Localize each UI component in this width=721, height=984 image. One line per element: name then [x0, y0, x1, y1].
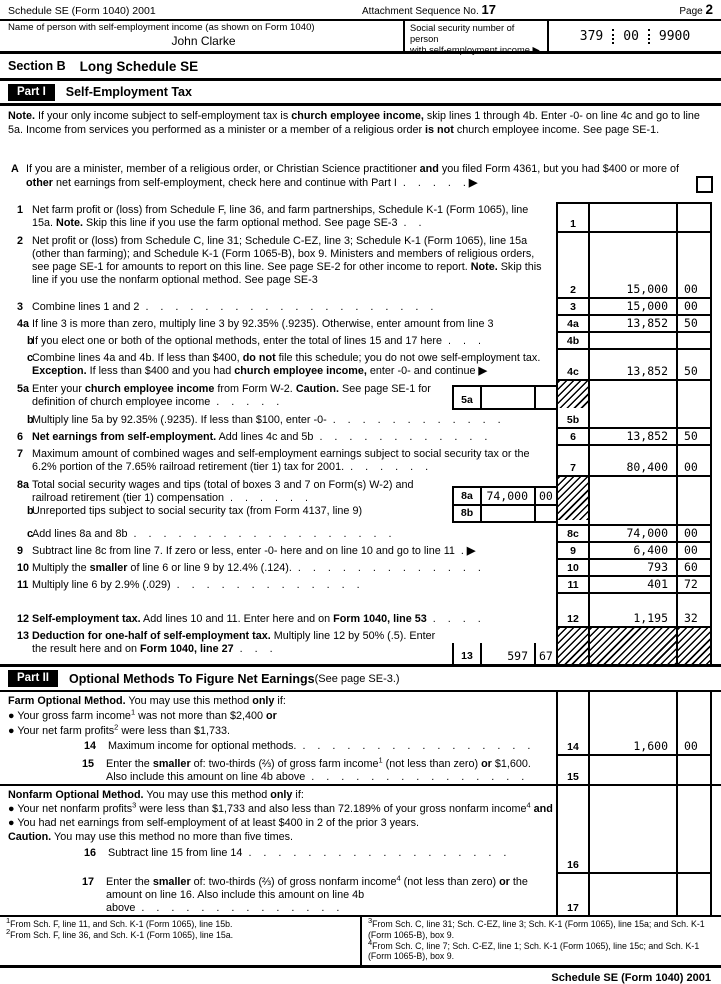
line-16-label: Subtract line 15 from line 14 . . . . . . . . . . . . . . . . . . — [108, 847, 507, 859]
line-13-label: Deduction for one-half of self-employment tax. Multiply line 12 by 50% (.5). Enter the result here and on Form 1040, line 27 . . . — [32, 630, 436, 655]
line-3-row — [6, 299, 712, 316]
form-id: Schedule SE (Form 1040) 2001 — [8, 5, 156, 17]
line-8c-label: Add lines 8a and 8b . . . . . . . . . . . . . . . . . . — [32, 528, 392, 540]
section-b-heading: Section B Long Schedule SE — [0, 54, 721, 81]
footnote-2: 2From Sch. F, line 36, and Sch. K-1 (Form 1065), line 15a. — [6, 926, 234, 940]
line-9-amount[interactable]: 6,400 — [590, 543, 676, 560]
line-15-boxno: 15 — [556, 756, 590, 784]
line-2-amount[interactable]: 15,000 — [590, 233, 676, 299]
line-7-gutter: 7 — [17, 448, 24, 460]
line-15-amount[interactable] — [590, 756, 676, 784]
line-15-row — [6, 756, 712, 784]
line-5a-entry-box — [452, 385, 556, 410]
line-13-hatched-amount-cell — [590, 628, 676, 664]
ssn-label: Social security number of person with self-employment income ▶ — [403, 21, 549, 51]
footnotes — [0, 917, 721, 968]
line-7-label: Maximum amount of combined wages and self-employment earnings subject to social security tax or the 6.2% portion of the 7.65% railroad retirement (tier 1) tax for 2001. . . . . . . — [32, 448, 530, 473]
line-8c-boxno: 8c — [556, 526, 590, 543]
nonfarm-caution: Caution. You may use this method no more than five times. — [8, 831, 294, 843]
line-13-row — [6, 628, 712, 664]
line-2-cents[interactable]: 00 — [676, 233, 712, 299]
attachment-number: 17 — [481, 2, 496, 17]
line-7-row — [6, 446, 712, 477]
line-5b-label: Multiply line 5a by 92.35% (.9235). If less than $100, enter -0- . . . . . . . . . . . . — [32, 414, 501, 426]
part1-grid — [6, 202, 712, 664]
line-13-hatched-cents-cell — [676, 628, 712, 664]
part2-grid — [6, 692, 712, 784]
line-4a-amount[interactable]: 13,852 — [590, 316, 676, 333]
line-17-label: Enter the smaller of: two-thirds (⅔) of gross nonfarm income$^4$ (not less than zero) or the amount on line 16. Also include this amount on line 4b above . . . . . . . . . . . . . . — [106, 873, 528, 914]
line-3-boxno: 3 — [556, 299, 590, 316]
line-5b-boxno: 5b — [556, 412, 590, 429]
line-6-label: Net earnings from self-employment. Add lines 4c and 5b . . . . . . . . . . . . — [32, 431, 488, 443]
line-16-cents[interactable] — [676, 786, 712, 874]
line-4c-label: Combine lines 4a and 4b. If less than $400, do not file this schedule; you do not owe self-employment tax. Exception. If less than $400 and you had church employee income, enter -0- and continue ▶ — [32, 352, 541, 377]
line-A-text: If you are a minister, member of a religious order, or Christian Science practitioner and you filed Form 4361, but you had $400 or more of other net earnings from self-employment, check here and continue with Part I . . . . . ▶ — [26, 163, 679, 189]
page-indicator: Page 2 — [679, 2, 713, 17]
part2-heading: Part II Optional Methods To Figure Net Earnings (See page SE-3.) — [0, 667, 721, 692]
line-6-boxno: 6 — [556, 429, 590, 446]
ssn-serial[interactable]: 9900 — [658, 28, 691, 44]
line-17-gutter: 17 — [82, 876, 95, 888]
line-5b-amount[interactable] — [590, 412, 676, 429]
line-12-amount[interactable]: 1,195 — [590, 594, 676, 628]
line-5a-cents — [676, 381, 712, 412]
line-13-box-number: 13 — [452, 643, 482, 664]
footnote-3: 3From Sch. C, line 31; Sch. C-EZ, line 3; Sch. K-1 (Form 1065), line 15a; and Sch. K-1 (Form 1065-B), box 9. — [368, 916, 705, 940]
line-3-label: Combine lines 1 and 2 . . . . . . . . . . . . . . . . . . . . — [32, 301, 434, 313]
line-9-row — [6, 543, 712, 560]
line-11-cents[interactable]: 72 — [676, 577, 712, 594]
line-2-gutter: 2 — [17, 235, 24, 247]
line-9-cents[interactable]: 00 — [676, 543, 712, 560]
line-4b-row — [6, 333, 712, 350]
footnote-1: 1From Sch. F, line 11, and Sch. K-1 (Form 1065), line 15b. — [6, 916, 233, 929]
ssn-separator — [648, 29, 650, 44]
line-3-amount[interactable]: 15,000 — [590, 299, 676, 316]
line-7-amount[interactable]: 80,400 — [590, 446, 676, 477]
name-label: Name of person with self-employment income (as shown on Form 1040) — [8, 22, 315, 33]
line-1-cents[interactable] — [676, 202, 712, 233]
line-7-cents[interactable]: 00 — [676, 446, 712, 477]
line-6-cents[interactable]: 50 — [676, 429, 712, 446]
line-11-row — [6, 577, 712, 594]
line-5a-gutter: 5a — [17, 383, 30, 395]
line-8a-gutter: 8a — [17, 479, 30, 491]
line-8a-box-cents[interactable]: 00 — [534, 488, 556, 504]
line-14-cents[interactable]: 00 — [676, 692, 712, 756]
line-8a-box-number: 8a — [452, 488, 482, 504]
line-8b-gutter: b — [27, 505, 34, 517]
part1-heading: Part I Self-Employment Tax — [0, 81, 721, 106]
nonfarm-bullet-1: ● Your net nonfarm profits$^3$ were less than $1,733 and also less than 72.189% of your gross nonfarm income$^4$ and — [8, 800, 553, 815]
line-8a-entry-row — [452, 488, 556, 506]
line-5a-amount — [590, 381, 676, 412]
line-13-hatched-no-cell — [556, 628, 590, 664]
line-2-row — [6, 233, 712, 299]
line-1-gutter: 1 — [17, 204, 24, 216]
nonfarm-method-heading: Nonfarm Optional Method. You may use this method only if: — [8, 789, 304, 801]
line-1-boxno: 1 — [556, 202, 590, 233]
line-13-gutter: 13 — [17, 630, 30, 642]
line-4b-label: If you elect one or both of the optional methods, enter the total of lines 15 and 17 here . . . — [32, 335, 481, 347]
line-12-boxno: 12 — [556, 594, 590, 628]
farm-bullet-2: ● Your net farm profits$^2$ were less than $1,733. — [8, 722, 230, 737]
line-8ab-entry-box — [452, 486, 556, 523]
ssn-separator — [612, 29, 614, 44]
line-5a-hatched-cell — [556, 381, 590, 412]
line-5a-box-cents[interactable] — [534, 387, 556, 408]
line-4c-row — [6, 350, 712, 381]
line-4b-cents[interactable] — [676, 333, 712, 350]
line-4b-amount[interactable] — [590, 333, 676, 350]
nonfarm-method-row — [6, 786, 712, 874]
line-9-boxno: 9 — [556, 543, 590, 560]
line-10-boxno: 10 — [556, 560, 590, 577]
line-5b-row — [6, 412, 712, 429]
line-12-gutter: 12 — [17, 613, 30, 625]
form-header-row — [0, 0, 721, 21]
line-14-gutter: 14 — [84, 740, 97, 752]
line-8ab-amount — [590, 477, 676, 526]
line-4a-row — [6, 316, 712, 333]
line-10-cents[interactable]: 60 — [676, 560, 712, 577]
line-17-amount[interactable] — [590, 874, 676, 915]
line-7-boxno: 7 — [556, 446, 590, 477]
line-17-row — [6, 874, 712, 915]
line-4c-cents[interactable]: 50 — [676, 350, 712, 381]
line-17-boxno: 17 — [556, 874, 590, 915]
line-8c-gutter: c — [27, 528, 34, 540]
farm-method-row — [6, 692, 712, 756]
footnotes-left-column — [0, 917, 362, 965]
line-5a-row — [6, 381, 712, 412]
line-5a-box-number: 5a — [452, 387, 482, 408]
line-15-label: Enter the smaller of: two-thirds (⅔) of gross farm income$^1$ (not less than zero) or $1,600. Also include this amount on line 4b above . . . . . . . . . . . . . . . — [106, 755, 531, 783]
line-8c-row — [6, 526, 712, 543]
line-11-boxno: 11 — [556, 577, 590, 594]
line-5a-label: Enter your church employee income from Form W-2. Caution. See page SE-1 for definition of church employee income . . . . . — [32, 383, 431, 408]
line-A-row — [0, 160, 721, 202]
line-2-label: Net profit or (loss) from Schedule C, line 31; Schedule C-EZ, line 3; Schedule K-1 (Form 1065), line 15a (other than farming); and Schedule K-1 (Form 1065-B), box 9. Ministers and members of religious orders, see page SE-1 for amounts to report on this line. See page SE-2 for other income to report. Note. Skip this line if you use the nonfarm optional method. See page SE-3 — [32, 235, 542, 286]
farm-bullet-1: ● Your gross farm income$^1$ was not more than $2,400 or — [8, 707, 277, 722]
line-8a-box-amount[interactable]: 74,000 — [486, 488, 528, 503]
line-4b-boxno: 4b — [556, 333, 590, 350]
line-8c-cents[interactable]: 00 — [676, 526, 712, 543]
line-10-amount[interactable]: 793 — [590, 560, 676, 577]
line-1-label: Net farm profit or (loss) from Schedule F, line 36, and farm partnerships, Schedule K-1 (Form 1065), line 15a. Note. Skip this line if you use the farm optional method. See page SE-3 . . — [32, 204, 529, 229]
attachment-sequence: Attachment Sequence No. 17 — [362, 2, 496, 17]
line-11-amount[interactable]: 401 — [590, 577, 676, 594]
line-4a-label: If line 3 is more than zero, multiply line 3 by 92.35% (.9235). Otherwise, enter amount from line 3 — [32, 318, 494, 330]
line-4a-boxno: 4a — [556, 316, 590, 333]
line-15-gutter: 15 — [82, 758, 95, 770]
line-14-boxno: 14 — [556, 692, 590, 756]
name-ssn-row — [0, 21, 721, 54]
line-11-gutter: 11 — [17, 579, 29, 591]
line-9-gutter: 9 — [17, 545, 24, 557]
checkbox-line-A[interactable] — [696, 176, 713, 193]
line-3-gutter: 3 — [17, 301, 24, 313]
line-12-cents[interactable]: 32 — [676, 594, 712, 628]
line-14-label: Maximum income for optional methods. . . . . . . . . . . . . . . . . — [108, 740, 531, 752]
line-8b-entry-row — [452, 506, 556, 524]
page-footer: Schedule SE (Form 1040) 2001 — [551, 972, 711, 984]
line-5b-cents[interactable] — [676, 412, 712, 429]
line-12-label: Self-employment tax. Add lines 10 and 11. Enter here and on Form 1040, line 53 . . . . — [32, 613, 481, 625]
part2-tag: Part II — [8, 670, 58, 687]
line-13-box-cents[interactable]: 67 — [534, 643, 556, 664]
line-16-boxno: 16 — [556, 786, 590, 874]
line-8b-box-number: 8b — [452, 506, 482, 522]
ssn-value[interactable] — [549, 21, 721, 51]
line-9-label: Subtract line 8c from line 7. If zero or less, enter -0- here and on line 10 and go to line 11 . ▶ — [32, 545, 476, 557]
line-11-label: Multiply line 6 by 2.9% (.029) . . . . . . . . . . . . . — [32, 579, 360, 591]
line-4a-cents[interactable]: 50 — [676, 316, 712, 333]
line-8b-box-amount[interactable] — [482, 506, 534, 522]
line-6-gutter: 6 — [17, 431, 24, 443]
line-10-gutter: 10 — [17, 562, 30, 574]
line-8ab-cents — [676, 477, 712, 526]
line-8ab-hatched-cell — [556, 477, 590, 526]
line-8ab-row — [6, 477, 712, 526]
line-4b-gutter: b — [27, 335, 34, 347]
line-8c-amount[interactable]: 74,000 — [590, 526, 676, 543]
line-17-cents[interactable] — [676, 874, 712, 915]
nonfarm-bullet-2: ● You had net earnings from self-employment of at least $400 in 2 of the prior 3 years. — [8, 817, 420, 829]
line-10-label: Multiply the smaller of line 6 or line 9 by 12.4% (.124). . . . . . . . . . . . . . — [32, 562, 481, 574]
line-4c-amount[interactable]: 13,852 — [590, 350, 676, 381]
line-4a-gutter: 4a — [17, 318, 30, 330]
name-value[interactable]: John Clarke — [171, 34, 236, 48]
line-3-cents[interactable]: 00 — [676, 299, 712, 316]
line-12-row — [6, 594, 712, 628]
part2-grid-nonfarm — [6, 786, 712, 915]
line-10-row — [6, 560, 712, 577]
line-6-amount[interactable]: 13,852 — [590, 429, 676, 446]
ssn-area[interactable]: 379 — [579, 28, 604, 44]
line-8b-label: Unreported tips subject to social security tax (from Form 4137, line 9) — [32, 505, 363, 517]
line-A-letter: A — [11, 163, 19, 175]
line-15-cents[interactable] — [676, 756, 712, 784]
line-1-amount[interactable] — [590, 202, 676, 233]
line-4c-boxno: 4c — [556, 350, 590, 381]
line-2-boxno: 2 — [556, 233, 590, 299]
line-14-amount[interactable]: 1,600 — [590, 692, 676, 756]
line-13-box-amount[interactable]: 597 — [507, 649, 528, 663]
line-13-entry-box — [452, 643, 556, 664]
line-6-row — [6, 429, 712, 446]
line-5b-gutter: b — [27, 414, 34, 426]
line-5a-box-amount[interactable] — [482, 387, 534, 408]
line-4c-gutter: c — [27, 352, 34, 364]
part1-tag: Part I — [8, 84, 55, 101]
page-number: 2 — [705, 2, 713, 17]
footnote-4: 4From Sch. C, line 7; Sch. C-EZ, line 1; Sch. K-1 (Form 1065), line 15c; and Sch. K-1 (Form 1065-B), box 9. — [368, 937, 700, 962]
line-8a-label: Total social security wages and tips (total of boxes 3 and 7 on Form(s) W-2) and railroad retirement (tier 1) compensation . . . . . . — [32, 479, 414, 504]
ssn-group[interactable]: 00 — [623, 28, 639, 44]
footnotes-right-column — [362, 917, 721, 965]
part1-note: Note. If your only income subject to self-employment tax is church employee income, skip lines 1 through 4b. Enter -0- on line 4c and go to line 5a. Income from services you performed as a minister or a member of a religious order is not church employee income. See page SE-1. — [8, 110, 700, 136]
line-1-row — [6, 202, 712, 233]
line-16-amount[interactable] — [590, 786, 676, 874]
line-16-gutter: 16 — [84, 847, 97, 859]
farm-method-heading: Farm Optional Method. You may use this method only if: — [8, 695, 286, 707]
name-cell — [0, 21, 403, 51]
line-8b-box-cents[interactable] — [534, 506, 556, 522]
